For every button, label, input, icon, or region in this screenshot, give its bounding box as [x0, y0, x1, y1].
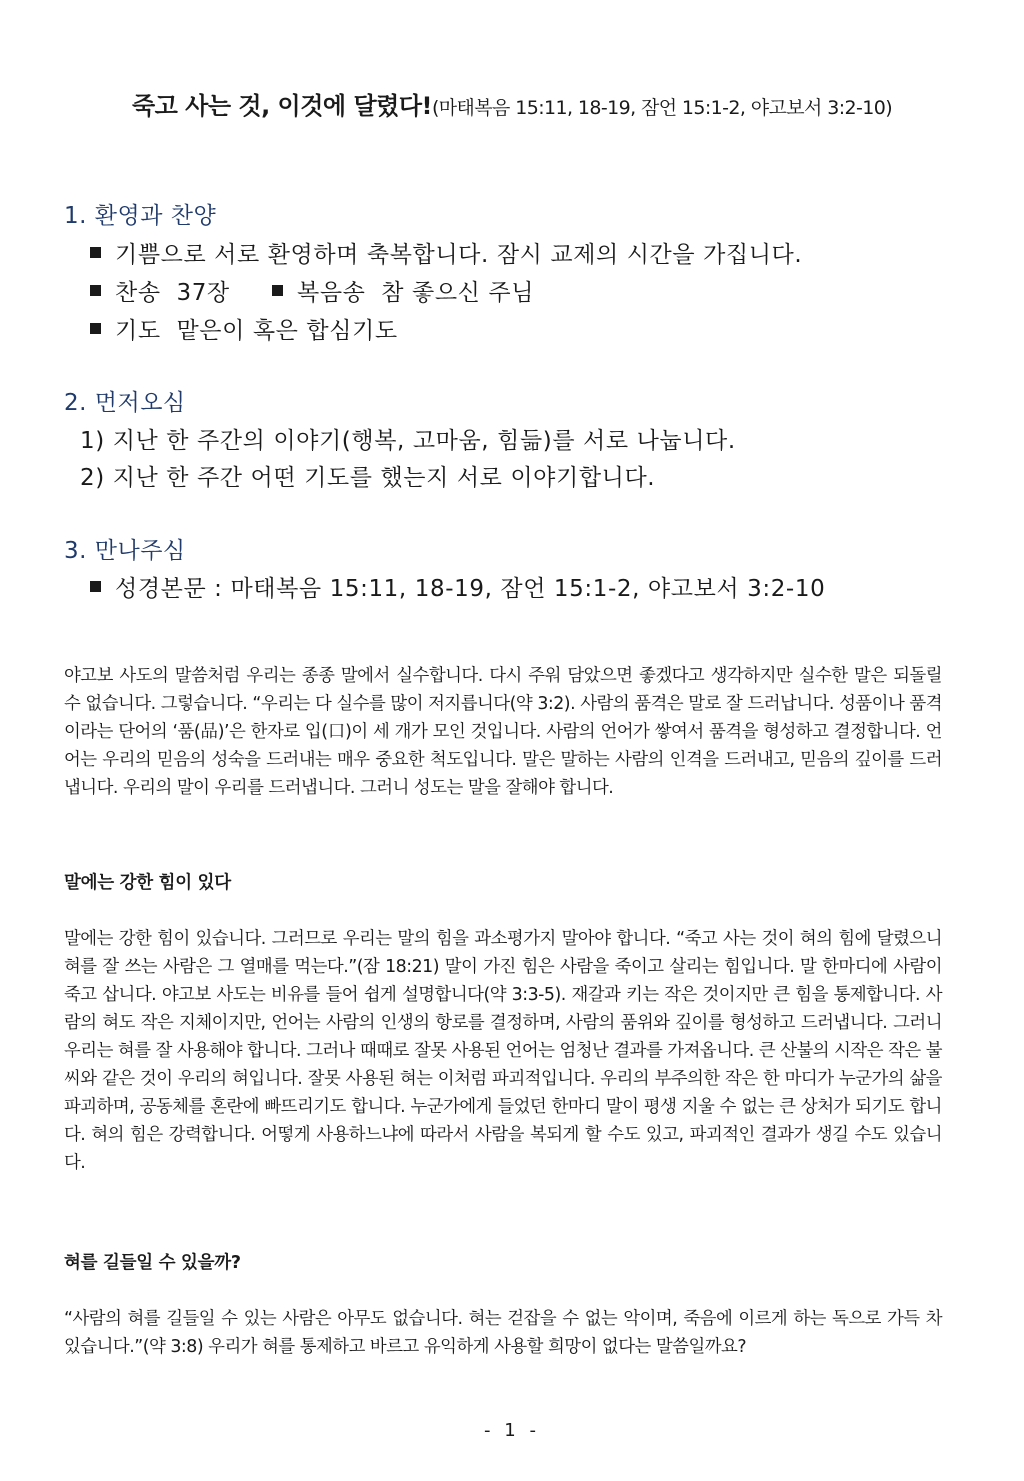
intro-paragraph: 야고보 사도의 말씀처럼 우리는 종종 말에서 실수합니다. 다시 주워 담았으면 좋겠다고 생각하지만 실수한 말은 되돌릴 수 없습니다. 그렇습니다. “우리는 다 실수를 많이 저지릅니다(약 3:2). 사람의 품격은 말로 잘 드러납니다. 성품이나 품격이라는 단어의 ‘품(品)’은 한자로 입(口)이 세 개가 모인 것입니다. 사람의 언어가 쌓여서 품격을 형성하고 결정합니다. 언어는 우리의 믿음의 성숙을 드러내는 매우 중요한 척도입니다. 말은 말하는 사람의 인격을 드러내고, 믿음의 깊이를 드러냅니다. 우리의 말이 우리를 드러냅니다. 그러니 성도는 말을 잘해야 합니다.: [64, 666, 942, 798]
square-bullet-icon: [90, 285, 101, 296]
square-bullet-icon: [90, 581, 101, 592]
body-paragraph: “사람의 혀를 길들일 수 있는 사람은 아무도 없습니다. 혀는 걷잡을 수 없는 악이며, 죽음에 이르게 하는 독으로 가득 차 있습니다.”(약 3:8) 우리가 혀를 통제하고 바르고 유익하게 사용할 희망이 없다는 말씀일까요?: [64, 1309, 942, 1357]
title-scripture-reference: (마태복음 15:11, 18-19, 잠언 15:1-2, 야고보서 3:2-10): [431, 97, 893, 119]
list-item: [272, 274, 534, 307]
body-paragraph: 말에는 강한 힘이 있습니다. 그러므로 우리는 말의 힘을 과소평가지 말아야 합니다. “죽고 사는 것이 혀의 힘에 달렸으니 혀를 잘 쓰는 사람은 그 열매를 먹는다.”(잠 18:21) 말이 가진 힘은 사람을 죽이고 살리는 힘입니다. 말 한마디에 사람이 죽고 삽니다. 야고보 사도는 비유를 들어 쉽게 설명합니다(약 3:3-5). 재갈과 키는 작은 것이지만 큰 힘을 통제합니다. 사람의 혀도 작은 지체이지만, 언어는 사람의 인생의 항로를 결정하며, 사람의 품위와 깊이를 형성하고 드러냅니다. 그러니 우리는 혀를 잘 사용해야 합니다. 그러나 때때로 잘못 사용된 언어는 엄청난 결과를 가져옵니다. 큰 산불의 시작은 작은 불씨와 같은 것이 우리의 혀입니다. 잘못 사용된 혀는 이처럼 파괴적입니다. 우리의 부주의한 작은 한 마디가 누군가의 삶을 파괴하며, 공동체를 혼란에 빠뜨리기도 합니다. 누군가에게 들었던 한마디 말이 평생 지울 수 없는 큰 상처가 되기도 합니다. 혀의 힘은 강력합니다. 어떻게 사용하느냐에 따라서 사람을 복되게 할 수도 있고, 파괴적인 결과가 생길 수도 있습니다.: [64, 929, 942, 1173]
subheading-taming-tongue: 혀를 길들일 수 있을까?: [64, 1253, 241, 1273]
square-bullet-icon: [90, 323, 101, 334]
page-number: - 1 -: [484, 1420, 540, 1441]
document-title: [0, 86, 1024, 121]
list-item: [90, 312, 398, 345]
list-item: [90, 274, 230, 307]
list-item-text: 복음송 참 좋으신 주님: [297, 280, 535, 306]
section-heading-first-coming: 2. 먼저오심: [64, 390, 186, 416]
subheading-power-of-words: 말에는 강한 힘이 있다: [64, 873, 231, 893]
list-item-text: 찬송 37장: [115, 280, 230, 306]
square-bullet-icon: [90, 247, 101, 258]
list-item: [90, 570, 825, 603]
title-main: 죽고 사는 것, 이것에 달렸다!: [131, 92, 432, 120]
square-bullet-icon: [272, 285, 283, 296]
list-item: 1) 지난 한 주간의 이야기(행복, 고마움, 힘듦)를 서로 나눕니다.: [80, 428, 736, 454]
list-item-text: 기도 맡은이 혹은 합심기도: [115, 318, 398, 344]
list-item: [90, 236, 802, 269]
list-item-text: 성경본문 : 마태복음 15:11, 18-19, 잠언 15:1-2, 야고보서 3:2-10: [115, 576, 826, 602]
section-heading-welcome: 1. 환영과 찬양: [64, 203, 217, 229]
section-heading-meeting: 3. 만나주심: [64, 538, 186, 564]
list-item: 2) 지난 한 주간 어떤 기도를 했는지 서로 이야기합니다.: [80, 465, 656, 491]
list-item-text: 기쁨으로 서로 환영하며 축복합니다. 잠시 교제의 시간을 가집니다.: [115, 242, 803, 268]
